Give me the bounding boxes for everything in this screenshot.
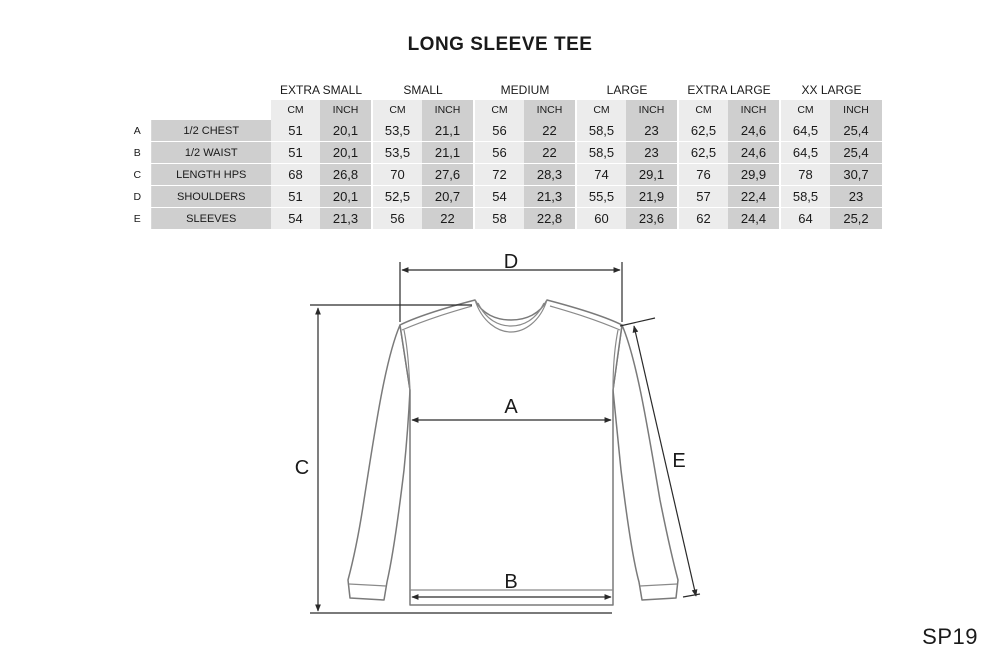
cell-cm: 70 (372, 164, 422, 186)
cell-cm: 58 (474, 208, 524, 230)
cell-inch: 22 (524, 142, 576, 164)
cell-cm: 51 (271, 120, 320, 142)
cell-inch: 25,4 (830, 142, 882, 164)
cell-inch: 22,8 (524, 208, 576, 230)
cell-cm: 51 (271, 186, 320, 208)
cell-inch: 26,8 (320, 164, 372, 186)
unit-header-row (124, 100, 882, 120)
cell-cm: 76 (678, 164, 728, 186)
cell-inch: 20,1 (320, 186, 372, 208)
table-row (124, 120, 882, 142)
row-label: LENGTH HPS (151, 164, 271, 186)
label-b: B (504, 571, 518, 593)
unit-header-inch: INCH (320, 100, 372, 120)
cell-cm: 55,5 (576, 186, 626, 208)
unit-header-inch: INCH (524, 100, 576, 120)
cell-inch: 24,6 (728, 142, 780, 164)
row-label: SHOULDERS (151, 186, 271, 208)
row-label: SLEEVES (151, 208, 271, 230)
cell-inch: 23 (626, 120, 678, 142)
cell-inch: 21,1 (422, 120, 474, 142)
unit-header-inch: INCH (626, 100, 678, 120)
cell-inch: 29,1 (626, 164, 678, 186)
cell-cm: 74 (576, 164, 626, 186)
cell-cm: 62 (678, 208, 728, 230)
unit-header-inch: INCH (422, 100, 474, 120)
cell-cm: 51 (271, 142, 320, 164)
cell-inch: 20,1 (320, 120, 372, 142)
cell-cm: 57 (678, 186, 728, 208)
size-chart-table (124, 80, 882, 230)
size-header: XX LARGE (780, 80, 882, 100)
unit-header-cm: CM (271, 100, 320, 120)
cell-inch: 22,4 (728, 186, 780, 208)
cell-inch: 25,4 (830, 120, 882, 142)
unit-header-cm: CM (780, 100, 830, 120)
cell-cm: 68 (271, 164, 320, 186)
unit-header-inch: INCH (830, 100, 882, 120)
cell-inch: 20,1 (320, 142, 372, 164)
cell-inch: 21,1 (422, 142, 474, 164)
page-title: LONG SLEEVE TEE (407, 34, 593, 55)
cell-inch: 23 (830, 186, 882, 208)
label-a: A (504, 396, 518, 418)
measurement-diagram (0, 240, 1000, 635)
cell-inch: 25,2 (830, 208, 882, 230)
cell-cm: 54 (474, 186, 524, 208)
cell-cm: 58,5 (780, 186, 830, 208)
size-header: LARGE (576, 80, 678, 100)
cell-cm: 58,5 (576, 142, 626, 164)
cell-inch: 20,7 (422, 186, 474, 208)
unit-header-cm: CM (372, 100, 422, 120)
cell-inch: 21,9 (626, 186, 678, 208)
table-row (124, 186, 882, 208)
size-header: EXTRA LARGE (678, 80, 780, 100)
cell-inch: 21,3 (524, 186, 576, 208)
cell-inch: 21,3 (320, 208, 372, 230)
row-label: 1/2 CHEST (151, 120, 271, 142)
cell-cm: 72 (474, 164, 524, 186)
cell-cm: 64,5 (780, 142, 830, 164)
cell-cm: 52,5 (372, 186, 422, 208)
label-c: C (294, 457, 310, 479)
unit-header-cm: CM (678, 100, 728, 120)
size-header: EXTRA SMALL (279, 83, 363, 97)
unit-header-cm: CM (576, 100, 626, 120)
row-letter: C (124, 164, 151, 186)
row-letter: B (124, 142, 151, 164)
cell-cm: 53,5 (372, 142, 422, 164)
cell-inch: 29,9 (728, 164, 780, 186)
cell-inch: 23,6 (626, 208, 678, 230)
cell-inch: 23 (626, 142, 678, 164)
cell-cm: 56 (372, 208, 422, 230)
cell-inch: 27,6 (422, 164, 474, 186)
cell-cm: 56 (474, 120, 524, 142)
cell-cm: 58,5 (576, 120, 626, 142)
cell-inch: 24,6 (728, 120, 780, 142)
row-letter: A (124, 120, 151, 142)
cell-inch: 22 (524, 120, 576, 142)
size-header: SMALL (372, 80, 474, 100)
row-letter: E (124, 208, 151, 230)
size-header: MEDIUM (474, 80, 576, 100)
label-e: E (672, 450, 686, 472)
cell-cm: 78 (780, 164, 830, 186)
row-letter: D (124, 186, 151, 208)
cell-cm: 60 (576, 208, 626, 230)
cell-cm: 62,5 (678, 120, 728, 142)
table-row (124, 142, 882, 164)
table-row (124, 164, 882, 186)
cell-inch: 24,4 (728, 208, 780, 230)
cell-cm: 64 (780, 208, 830, 230)
cell-cm: 53,5 (372, 120, 422, 142)
cell-inch: 22 (422, 208, 474, 230)
unit-header-inch: INCH (728, 100, 780, 120)
cell-inch: 28,3 (524, 164, 576, 186)
cell-cm: 62,5 (678, 142, 728, 164)
cell-cm: 64,5 (780, 120, 830, 142)
unit-header-cm: CM (474, 100, 524, 120)
cell-inch: 30,7 (830, 164, 882, 186)
row-label: 1/2 WAIST (151, 142, 271, 164)
label-d: D (503, 251, 519, 273)
cell-cm: 56 (474, 142, 524, 164)
cell-cm: 54 (271, 208, 320, 230)
table-row (124, 208, 882, 230)
product-code: SP19 (922, 624, 978, 649)
size-header-row (124, 80, 882, 100)
shirt-outline (348, 300, 678, 605)
